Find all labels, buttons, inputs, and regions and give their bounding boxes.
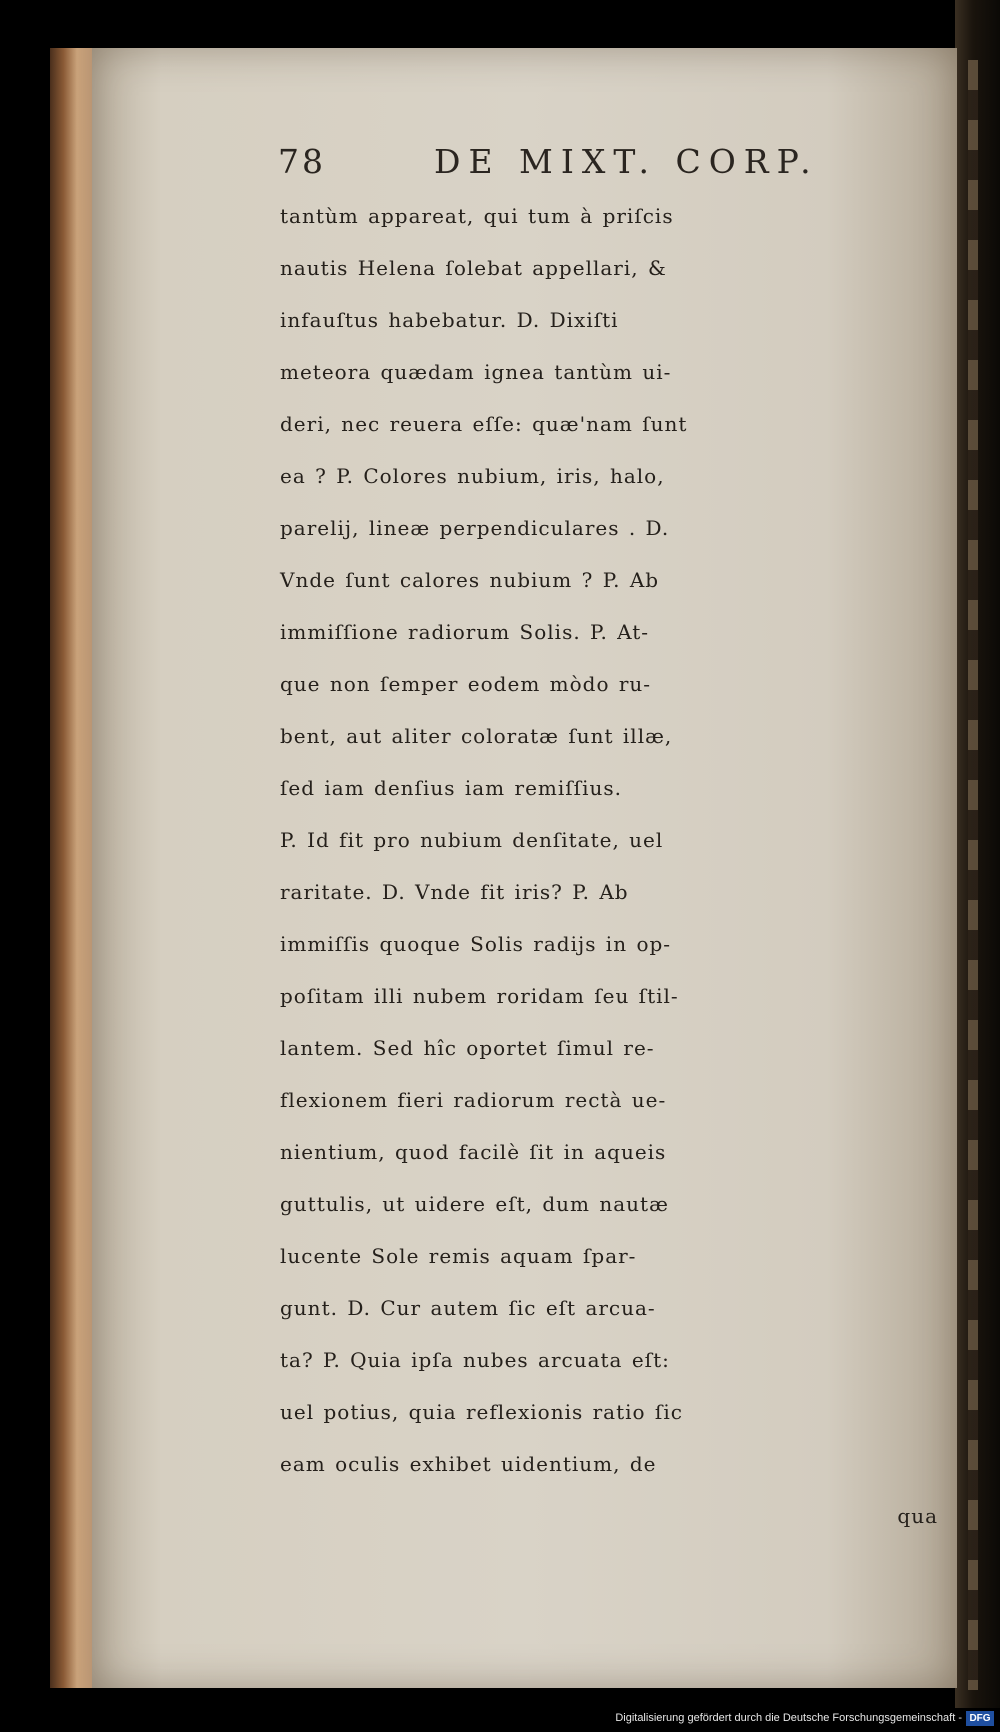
text-line: gunt. D. Cur autem ſic eſt arcua- (280, 1296, 656, 1320)
text-line: eam oculis exhibet uidentium, de (280, 1452, 657, 1476)
catchword: qua (897, 1504, 938, 1528)
text-line: P. Id fit pro nubium denſitate, uel (280, 828, 664, 852)
running-head (278, 142, 838, 186)
text-line: immiſſis quoque Solis radijs in op- (280, 932, 672, 956)
text-line: nautis Helena ſolebat appellari, & (280, 256, 667, 280)
text-line: flexionem fieri radiorum rectà ue- (280, 1088, 667, 1112)
text-line: Vnde ſunt calores nubium ? P. Ab (280, 568, 660, 592)
text-line: guttulis, ut uidere eſt, dum nautæ (280, 1192, 669, 1216)
text-line: parelij, lineæ perpendiculares . D. (280, 516, 670, 540)
text-line: ea ? P. Colores nubium, iris, halo, (280, 464, 665, 488)
text-line: ta? P. Quia ipſa nubes arcuata eſt: (280, 1348, 670, 1372)
body-text (280, 190, 950, 1542)
text-line: poſitam illi nubem roridam ſeu ſtil- (280, 984, 679, 1008)
page-edge-stack (968, 60, 978, 1690)
running-head-title: DE MIXT. CORP. (434, 142, 819, 181)
text-line: lantem. Sed hîc oportet ſimul re- (280, 1036, 655, 1060)
page-number: 78 (278, 142, 326, 181)
text-line: uel potius, quia reflexionis ratio ſic (280, 1400, 683, 1424)
dfg-logo: DFG (966, 1711, 994, 1726)
text-line: infauſtus habebatur. D. Dixiſti (280, 308, 619, 332)
text-line: tantùm appareat, qui tum à priſcis (280, 204, 674, 228)
text-line: que non ſemper eodem mòdo ru- (280, 672, 652, 696)
digitization-credit: Digitalisierung gefördert durch die Deutsche Forschungsgemeinschaft - (615, 1712, 962, 1724)
text-line: lucente Sole remis aquam ſpar- (280, 1244, 637, 1268)
text-line: ſed iam denſius iam remiſſius. (280, 776, 622, 800)
text-line: raritate. D. Vnde fit iris? P. Ab (280, 880, 629, 904)
binding-edge (50, 48, 95, 1688)
text-line: meteora quædam ignea tantùm ui- (280, 360, 672, 384)
text-line: immiſſione radiorum Solis. P. At- (280, 620, 650, 644)
text-line: bent, aut aliter coloratæ ſunt illæ, (280, 724, 673, 748)
text-line: deri, nec reuera eſſe: quæ'nam ſunt (280, 412, 688, 436)
text-line: nientium, quod facilè ſit in aqueis (280, 1140, 667, 1164)
